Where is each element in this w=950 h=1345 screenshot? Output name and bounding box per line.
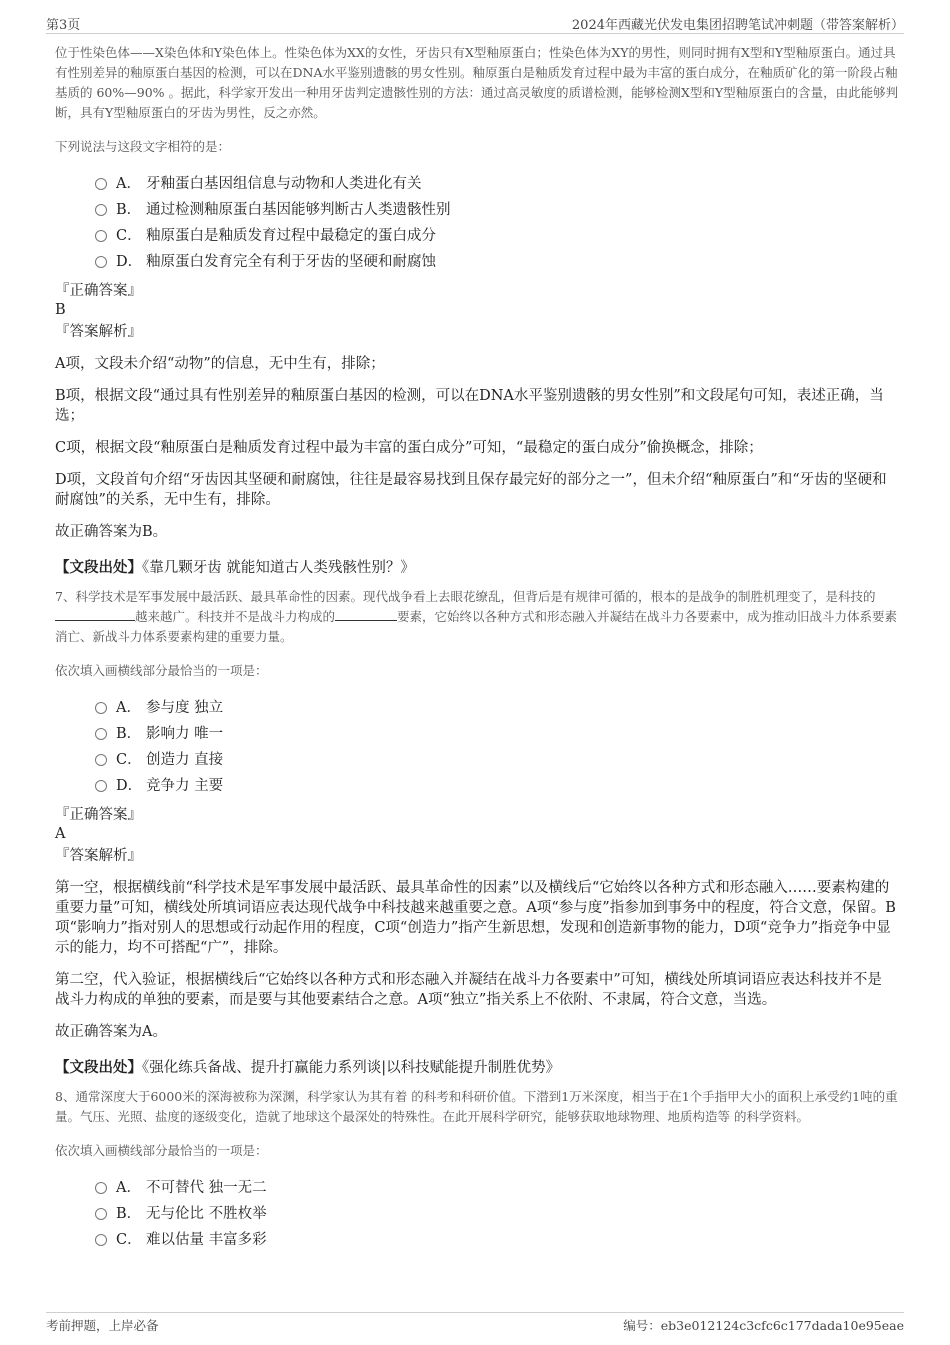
q7-analysis-label: 『答案解析』 [55, 848, 142, 864]
q8-option-a[interactable]: A． 不可替代 独一无二 [95, 1173, 904, 1199]
footer-slogan: 考前押题，上岸必备 [46, 1318, 159, 1333]
q8-option-b[interactable]: B． 无与伦比 不胜枚举 [95, 1199, 904, 1225]
radio-icon[interactable] [95, 256, 107, 268]
q7-options [95, 693, 904, 797]
q7-option-d[interactable]: D． 竞争力 主要 [95, 771, 904, 797]
q8-text: 8、通常深度大于6000米的深海被称为深渊，科学家认为其有着 的科考和科研价值。下潜到1万米深度，相当于在1个手指甲大小的面积上承受约1吨的重量。气压、光照、盐度的逐级变化，造就了地球这个最深处的特殊性。在此开展科学研究，能够获取地球物理、地质构造等 的科学资料。 [55, 1089, 898, 1124]
page-header [46, 14, 904, 34]
q6-analysis-b: B项，根据文段“通过具有性别差异的釉原蛋白基因的检测，可以在DNA水平鉴别遗骸的男女性别”和文段尾句可知，表述正确，当选； [55, 388, 884, 424]
q6-options [95, 169, 904, 273]
q6-text: 位于性染色体——X染色体和Y染色体上。性染色体为XX的女性，牙齿只有X型釉原蛋白；性染色体为XY的男性，则同时拥有X型和Y型釉原蛋白。通过具有性别差异的釉原蛋白基因的检测，可以在DNA水平鉴别遗骸的男女性别。釉原蛋白是釉质发育过程中最为丰富的蛋白成分，在釉质矿化的第一阶段占釉基质的 60%—90% 。据此，科学家开发出一种用牙齿判定遗骸性别的方法：通过高灵敏度的质谱检测，能够检测X型和Y型釉原蛋白的含量，由此能够判断，具有Y型釉原蛋白的牙齿为男性，反之亦然。 [55, 45, 899, 120]
q6-option-a[interactable]: A． 牙釉蛋白基因组信息与动物和人类进化有关 [95, 169, 904, 195]
q6-option-c[interactable]: C． 釉原蛋白是釉质发育过程中最稳定的蛋白成分 [95, 221, 904, 247]
q8-option-c[interactable]: C． 难以估量 丰富多彩 [95, 1225, 904, 1251]
q6-option-b[interactable]: B． 通过检测釉原蛋白基因能够判断古人类遗骸性别 [95, 195, 904, 221]
q7-ask: 依次填入画横线部分最恰当的一项是： [55, 663, 268, 678]
q7-answer-label: 『正确答案』 [55, 807, 142, 823]
q6-option-d[interactable]: D． 釉原蛋白发育完全有利于牙齿的坚硬和耐腐蚀 [95, 247, 904, 273]
q7-option-a[interactable]: A． 参与度 独立 [95, 693, 904, 719]
document-id: 编号：eb3e012124c3cfc6c177dada10e95eae [623, 1318, 904, 1333]
q6-source: 【文段出处】《靠几颗牙齿 就能知道古人类残骸性别？》 [55, 559, 415, 576]
radio-icon[interactable] [95, 728, 107, 740]
q8-ask: 依次填入画横线部分最恰当的一项是： [55, 1143, 268, 1158]
page-content [55, 43, 904, 1259]
q7-text: 7、科学技术是军事发展中最活跃、最具革命性的因素。现代战争看上去眼花缭乱，但背后是有规律可循的，根本的是战争的制胜机理变了，是科技的越来越广。科技并不是战斗力构成的 要素，它始终以各种方式和形态融入并凝结在战斗力各要素中，成为推动旧战斗力体系要素消亡、新战斗力体系要素构建的重要力量。 [55, 589, 898, 644]
q6-analysis-label: 『答案解析』 [55, 324, 142, 340]
blank-2 [335, 609, 397, 621]
radio-icon[interactable] [95, 230, 107, 242]
q6-ask: 下列说法与这段文字相符的是： [55, 139, 231, 154]
radio-icon[interactable] [95, 178, 107, 190]
q8-options [95, 1173, 904, 1251]
q7-answer: A [55, 826, 66, 842]
q6-answer-label: 『正确答案』 [55, 283, 142, 299]
q6-analysis-a: A项，文段未介绍“动物”的信息，无中生有，排除； [55, 356, 385, 372]
q7-analysis-second: 第二空，代入验证，根据横线后“它始终以各种方式和形态融入并凝结在战斗力各要素中”可知，横线处所填词语应表达科技并不是战斗力构成的单独的要素，而是要与其他要素结合之意。A项“独立”指关系上不依附、不隶属，符合文意，当选。 [55, 972, 882, 1008]
radio-icon[interactable] [95, 1234, 107, 1246]
document-title: 2024年西藏光伏发电集团招聘笔试冲刺题（带答案解析） [571, 18, 904, 33]
q7-analysis-first: 第一空，根据横线前“科学技术是军事发展中最活跃、最具革命性的因素”以及横线后“它始终以各种方式和形态融入……要素构建的重要力量”可知，横线处所填词语应表达现代战争中科技越来越重要之意。A项“参与度”指参加到事务中的程度，符合文意，保留。B项“影响力”指对别人的思想或行动起作用的程度，C项“创造力”指产生新思想，发现和创造新事物的能力，D项“竞争力”指竞争中显示的能力，均不可搭配“广”，排除。 [55, 880, 896, 956]
q6-answer: B [55, 302, 66, 318]
radio-icon[interactable] [95, 1182, 107, 1194]
radio-icon[interactable] [95, 1208, 107, 1220]
radio-icon[interactable] [95, 702, 107, 714]
radio-icon[interactable] [95, 754, 107, 766]
q6-analysis-d: D项，文段首句介绍“牙齿因其坚硬和耐腐蚀，往往是最容易找到且保存最完好的部分之一”，但未介绍“釉原蛋白”和“牙齿的坚硬和耐腐蚀”的关系，无中生有，排除。 [55, 472, 887, 508]
q7-option-b[interactable]: B． 影响力 唯一 [95, 719, 904, 745]
blank-1 [55, 609, 135, 621]
q7-option-c[interactable]: C． 创造力 直接 [95, 745, 904, 771]
q6-analysis-c: C项，根据文段“釉原蛋白是釉质发育过程中最为丰富的蛋白成分”可知，“最稳定的蛋白成分”偷换概念，排除； [55, 440, 763, 456]
radio-icon[interactable] [95, 780, 107, 792]
q6-conclusion: 故正确答案为B。 [55, 524, 168, 540]
page-footer [46, 1312, 904, 1334]
q7-conclusion: 故正确答案为A。 [55, 1024, 167, 1040]
q7-source: 【文段出处】《强化练兵备战、提升打赢能力系列谈|以科技赋能提升制胜优势》 [55, 1059, 561, 1076]
radio-icon[interactable] [95, 204, 107, 216]
page-number: 第3页 [46, 18, 81, 33]
